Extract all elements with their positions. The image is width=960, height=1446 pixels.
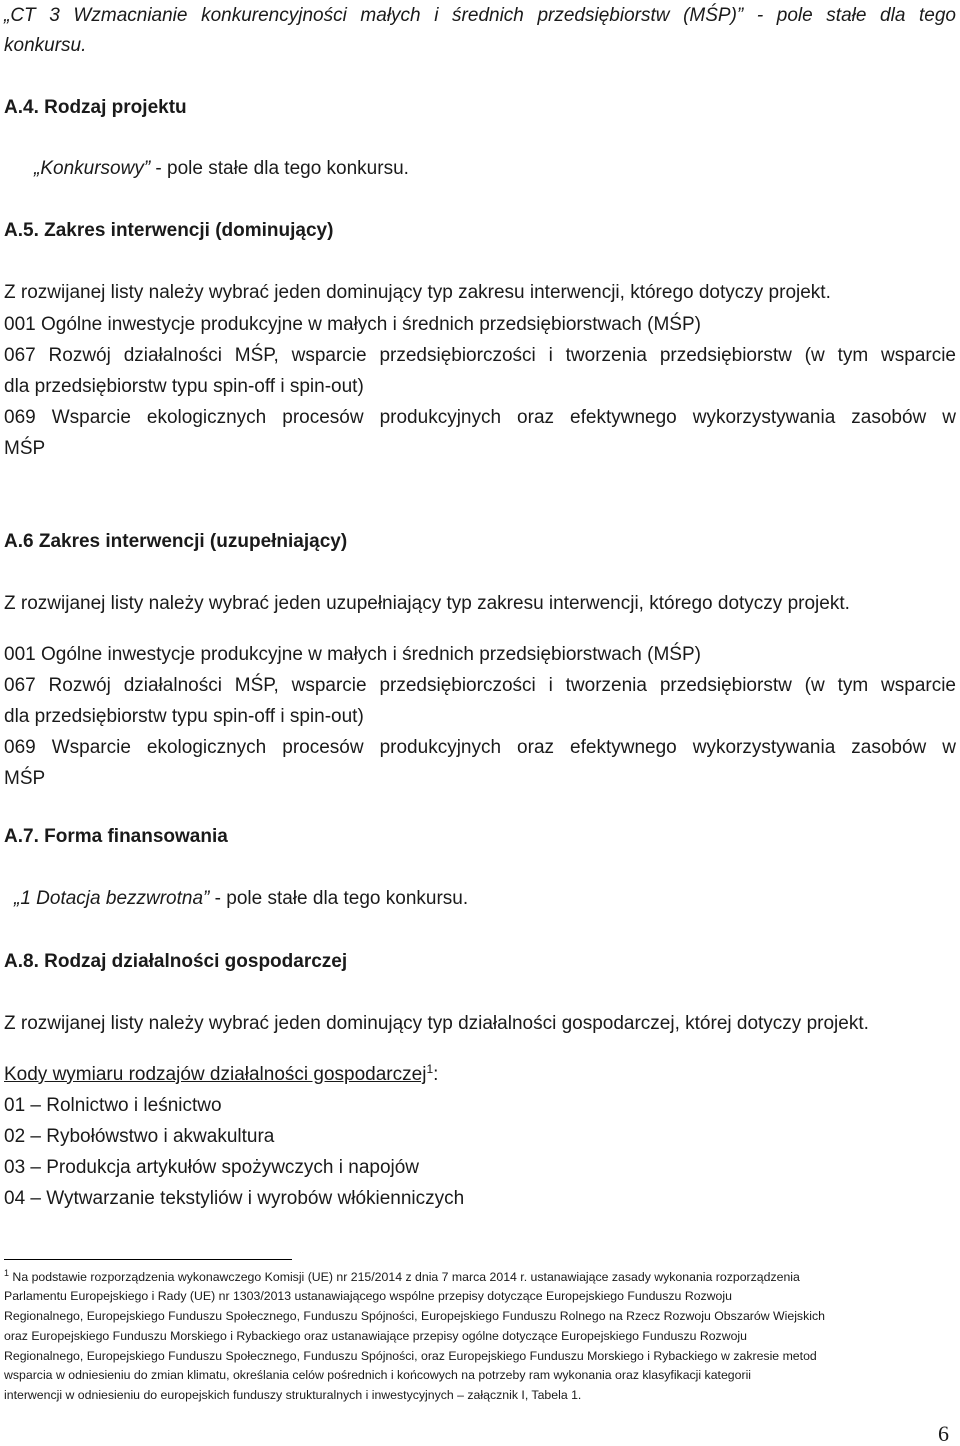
- a4-heading: A.4. Rodzaj projektu: [4, 97, 187, 118]
- a8-codes-label-line: [4, 1063, 438, 1087]
- a5-option-069-line-2: MŚP: [4, 438, 46, 459]
- a4-value: „Konkursowy”: [34, 158, 151, 179]
- ct3-line-2: konkursu.: [4, 35, 87, 56]
- a8-code-01: 01 – Rolnictwo i leśnictwo: [4, 1095, 222, 1116]
- footnote-line-2: Parlamentu Europejskiego i Rady (UE) nr 1303/2013 ustanawiającego wspólne przepisy dotyczące Europejskiego Funduszu Rozwoju: [4, 1289, 732, 1303]
- a5-option-067-line-2: dla przedsiębiorstw typu spin-off i spin-out): [4, 376, 364, 397]
- a6-option-069-line-1: 069 Wsparcie ekologicznych procesów produkcyjnych oraz efektywnego wykorzystywania zasobów w: [4, 737, 956, 758]
- a5-option-001: 001 Ogólne inwestycje produkcyjne w małych i średnich przedsiębiorstwach (MŚP): [4, 314, 701, 335]
- footnote-line-5: Regionalnego, Europejskiego Funduszu Społecznego, Funduszu Spójności, oraz Europejskiego Funduszu Morskiego i Rybackiego w zakresie metod: [4, 1349, 817, 1363]
- a8-codes-colon: :: [433, 1064, 439, 1085]
- footnote-mark: 1: [4, 1268, 10, 1278]
- a7-value: „1 Dotacja bezzwrotna”: [14, 888, 210, 909]
- a5-heading: A.5. Zakres interwencji (dominujący): [4, 220, 334, 241]
- a5-instruction: Z rozwijanej listy należy wybrać jeden dominujący typ zakresu interwencji, którego dotyczy projekt.: [4, 282, 831, 303]
- a7-heading: A.7. Forma finansowania: [4, 826, 228, 847]
- a8-instruction: Z rozwijanej listy należy wybrać jeden dominujący typ działalności gospodarczej, której dotyczy projekt.: [4, 1013, 869, 1034]
- a8-codes-label: Kody wymiaru rodzajów działalności gospodarczej: [4, 1064, 427, 1085]
- a8-heading: A.8. Rodzaj działalności gospodarczej: [4, 951, 348, 972]
- footnote-text: Na podstawie rozporządzenia wykonawczego Komisji (UE) nr 215/2014 z dnia 7 marca 2014 r. ustanawiające zasady wykonania rozporządzenia: [9, 1270, 800, 1284]
- a8-code-04: 04 – Wytwarzanie tekstyliów i wyrobów włókienniczych: [4, 1188, 465, 1209]
- a8-code-03: 03 – Produkcja artykułów spożywczych i napojów: [4, 1157, 420, 1178]
- a7-note: - pole stałe dla tego konkursu.: [209, 888, 469, 909]
- ct3-line-1: „CT 3 Wzmacnianie konkurencyjności małych i średnich przedsiębiorstw (MŚP)” - pole stałe dla tego: [4, 5, 956, 26]
- a8-code-02: 02 – Rybołówstwo i akwakultura: [4, 1126, 275, 1147]
- footnote-separator: [4, 1259, 292, 1260]
- a4-value-line: [34, 157, 409, 181]
- footnote-line-6: wsparcia w odniesieniu do zmian klimatu, określania celów pośrednich i końcowych na potrzeby ram wykonania oraz klasyfikacji kategorii: [4, 1368, 752, 1382]
- a6-option-069-line-2: MŚP: [4, 768, 46, 789]
- footnote-line-7: interwencji w odniesieniu do europejskich funduszy strukturalnych i inwestycyjnych – załącznik I, Tabela 1.: [4, 1388, 582, 1402]
- a4-note: - pole stałe dla tego konkursu.: [150, 158, 409, 179]
- footnote-line-4: oraz Europejskiego Funduszu Morskiego i Rybackiego oraz ustanawiające przepisy ogólne dotyczące Europejskiego Funduszu Rozwoju: [4, 1329, 748, 1343]
- a5-option-069-line-1: 069 Wsparcie ekologicznych procesów produkcyjnych oraz efektywnego wykorzystywania zasobów w: [4, 407, 956, 428]
- footnote-line-1: [4, 1268, 800, 1287]
- footnote-line-3: Regionalnego, Europejskiego Funduszu Społecznego, Funduszu Spójności, Europejskiego Funduszu Rolnego na Rzecz Rozwoju Obszarów Wiejskich: [4, 1309, 825, 1323]
- a6-option-067-line-1: 067 Rozwój działalności MŚP, wsparcie przedsiębiorczości i tworzenia przedsiębiorstw (w tym wsparcie: [4, 675, 956, 696]
- footnote-ref[interactable]: 1: [426, 1062, 434, 1076]
- a5-option-067-line-1: 067 Rozwój działalności MŚP, wsparcie przedsiębiorczości i tworzenia przedsiębiorstw (w tym wsparcie: [4, 345, 956, 366]
- a6-heading: A.6 Zakres interwencji (uzupełniający): [4, 531, 348, 552]
- a6-option-067-line-2: dla przedsiębiorstw typu spin-off i spin-out): [4, 706, 364, 727]
- a7-value-line: [14, 887, 468, 911]
- page-number: 6: [938, 1421, 949, 1446]
- a6-option-001: 001 Ogólne inwestycje produkcyjne w małych i średnich przedsiębiorstwach (MŚP): [4, 644, 701, 665]
- a6-instruction: Z rozwijanej listy należy wybrać jeden uzupełniający typ zakresu interwencji, którego dotyczy projekt.: [4, 593, 850, 614]
